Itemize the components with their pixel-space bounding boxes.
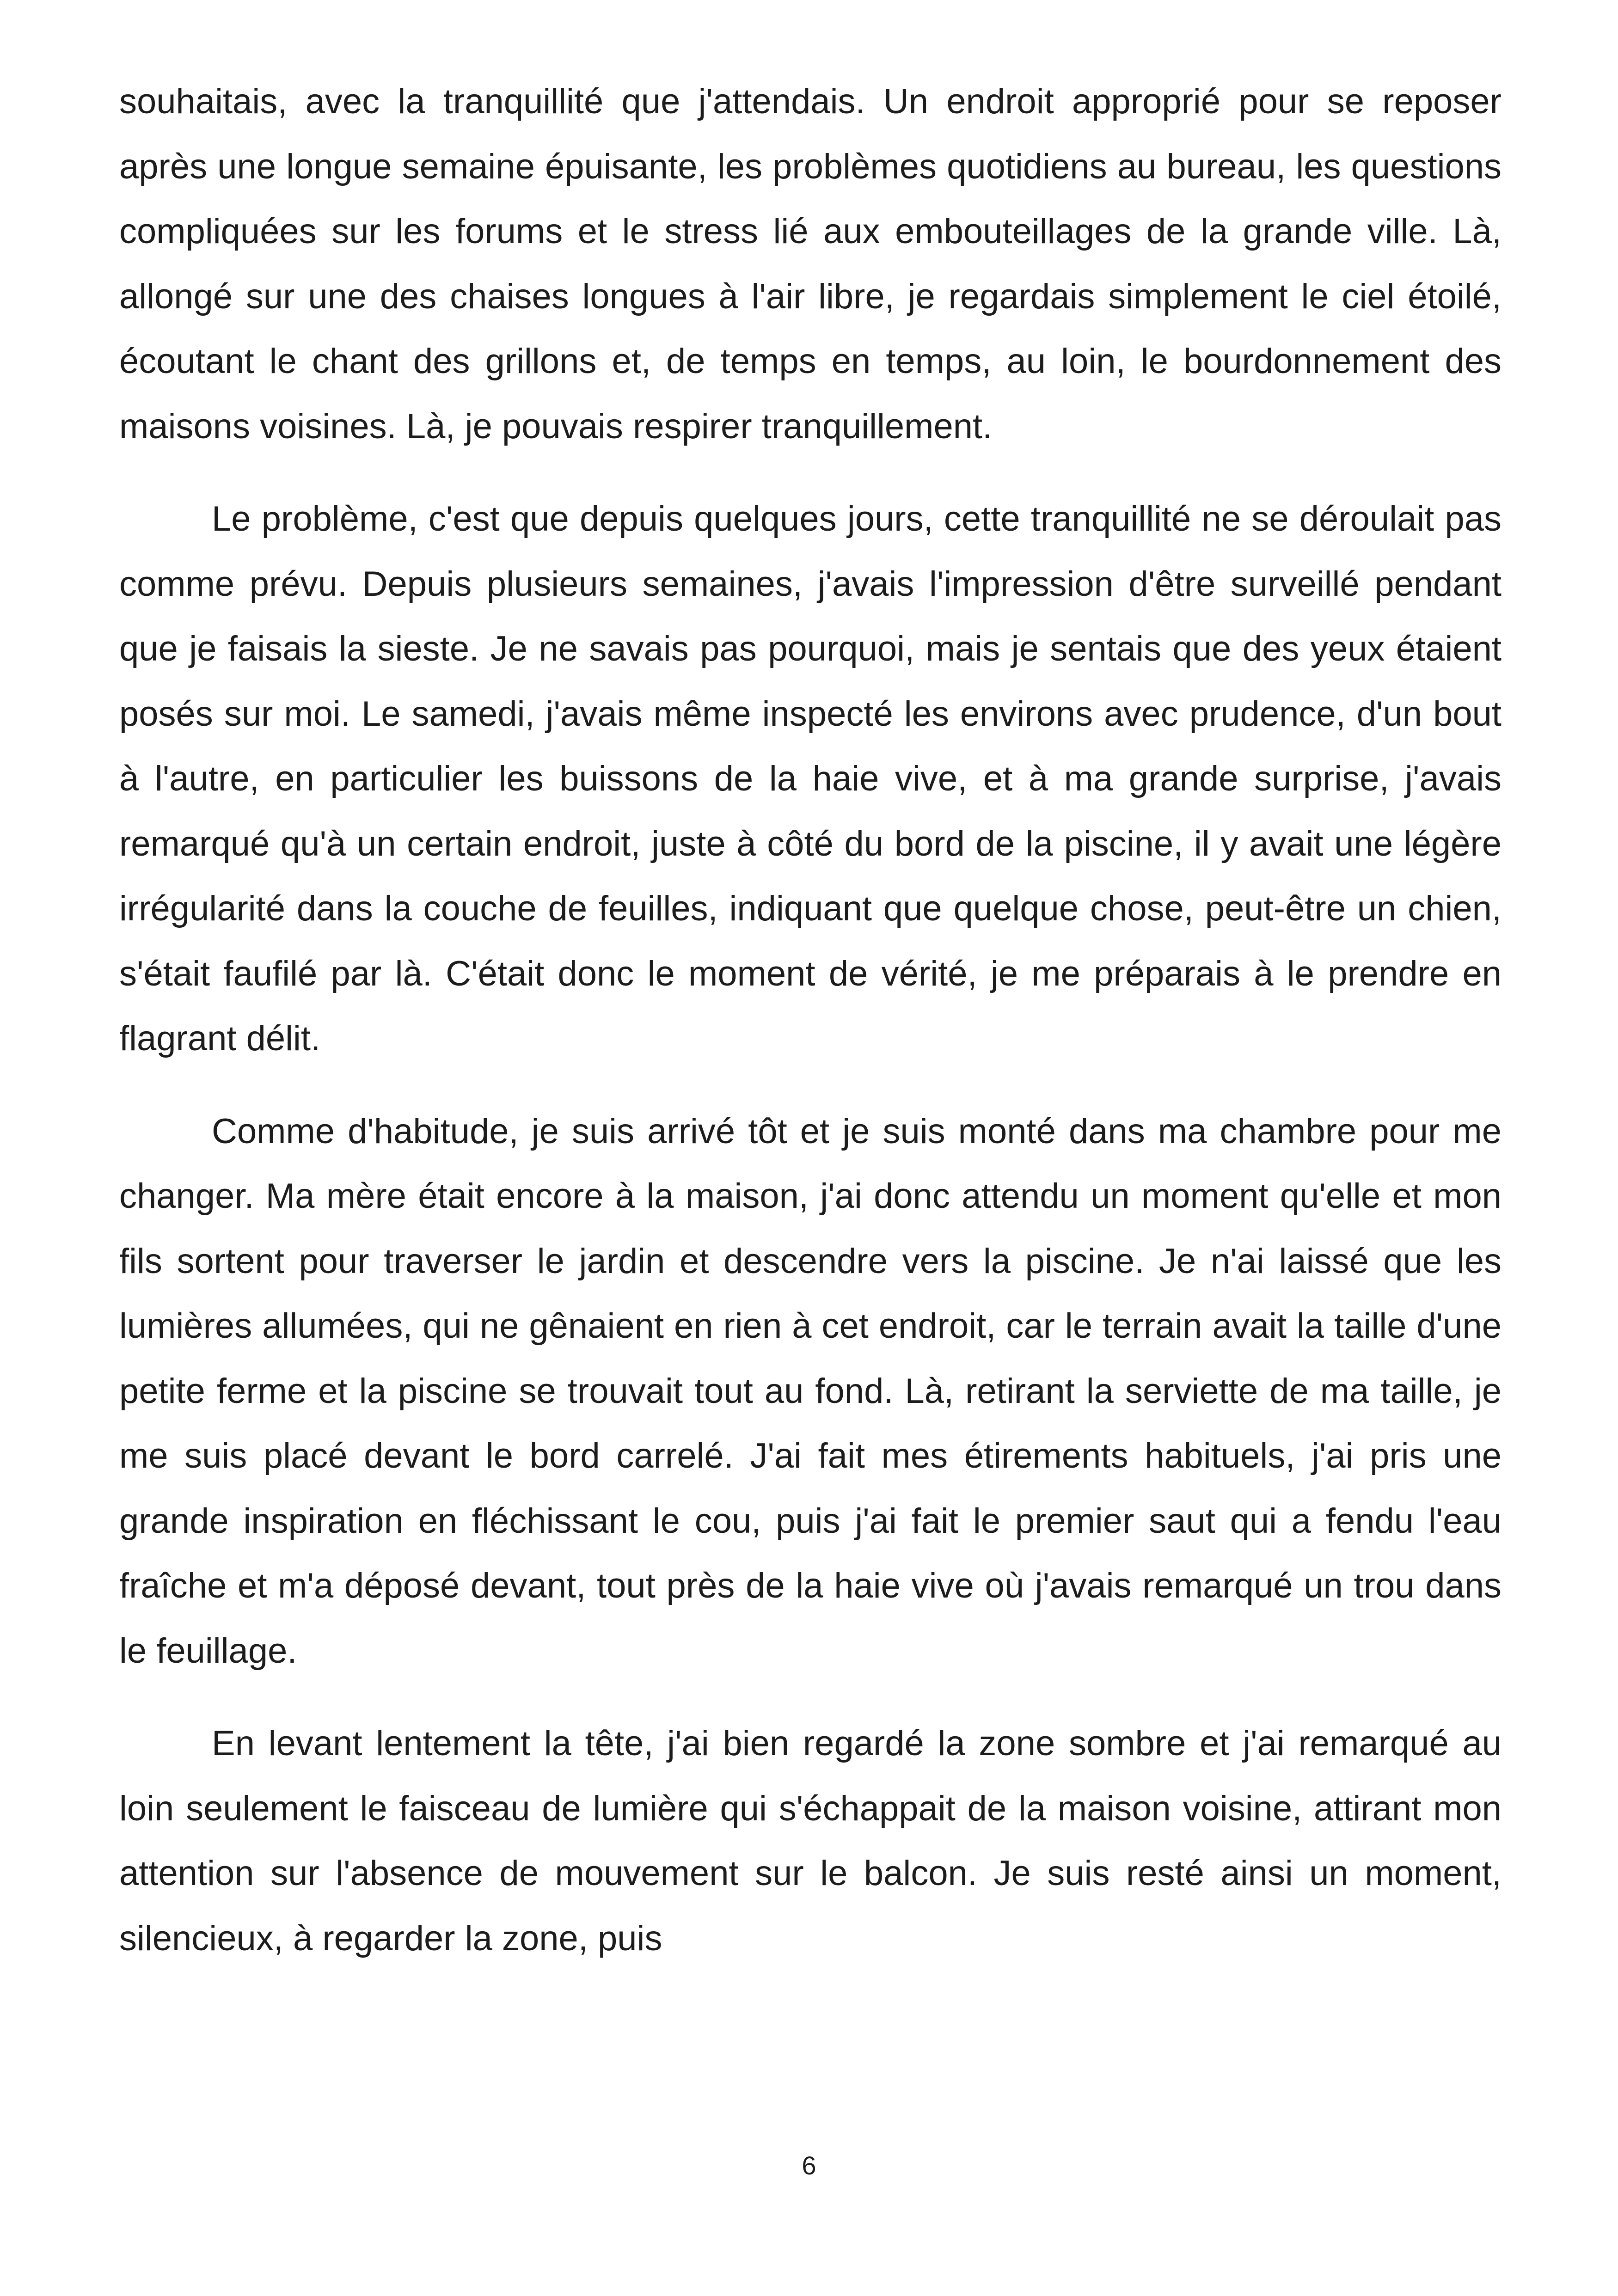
paragraph-1: souhaitais, avec la tranquillité que j'attendais. Un endroit approprié pour se reposer après une longue semaine épuisante, les problèmes quotidiens au bureau, les questions compliquées sur les forums et le stress lié aux embouteillages de la grande ville. Là, allongé sur une des chaises longues à l'air libre, je regardais simplement le ciel étoilé, écoutant le chant des grillons et, de temps en temps, au loin, le bourdonnement des maisons voisines. Là, je pouvais respirer tranquillement. [119, 82, 1502, 446]
body-text [119, 69, 1502, 1971]
page-number: 6 [802, 2151, 816, 2180]
paragraph-3: Comme d'habitude, je suis arrivé tôt et je suis monté dans ma chambre pour me changer. Ma mère était encore à la maison, j'ai donc attendu un moment qu'elle et mon fils sortent pour traverser le jardin et descendre vers la piscine. Je n'ai laissé que les lumières allumées, qui ne gênaient en rien à cet endroit, car le terrain avait la taille d'une petite ferme et la piscine se trouvait tout au fond. Là, retirant la serviette de ma taille, je me suis placé devant le bord carrelé. J'ai fait mes étirements habituels, j'ai pris une grande inspiration en fléchissant le cou, puis j'ai fait le premier saut qui a fendu l'eau fraîche et m'a déposé devant, tout près de la haie vive où j'avais remarqué un trou dans le feuillage. [119, 1111, 1502, 1671]
paragraph-2: Le problème, c'est que depuis quelques jours, cette tranquillité ne se déroulait pas comme prévu. Depuis plusieurs semaines, j'avais l'impression d'être surveillé pendant que je faisais la sieste. Je ne savais pas pourquoi, mais je sentais que des yeux étaient posés sur moi. Le samedi, j'avais même inspecté les environs avec prudence, d'un bout à l'autre, en particulier les buissons de la haie vive, et à ma grande surprise, j'avais remarqué qu'à un certain endroit, juste à côté du bord de la piscine, il y avait une légère irrégularité dans la couche de feuilles, indiquant que quelque chose, peut-être un chien, s'était faufilé par là. C'était donc le moment de vérité, je me préparais à le prendre en flagrant délit. [119, 499, 1502, 1058]
paragraph-4: En levant lentement la tête, j'ai bien regardé la zone sombre et j'ai remarqué au loin seulement le faisceau de lumière qui s'échappait de la maison voisine, attirant mon attention sur l'absence de mouvement sur le balcon. Je suis resté ainsi un moment, silencieux, à regarder la zone, puis [119, 1724, 1502, 1958]
